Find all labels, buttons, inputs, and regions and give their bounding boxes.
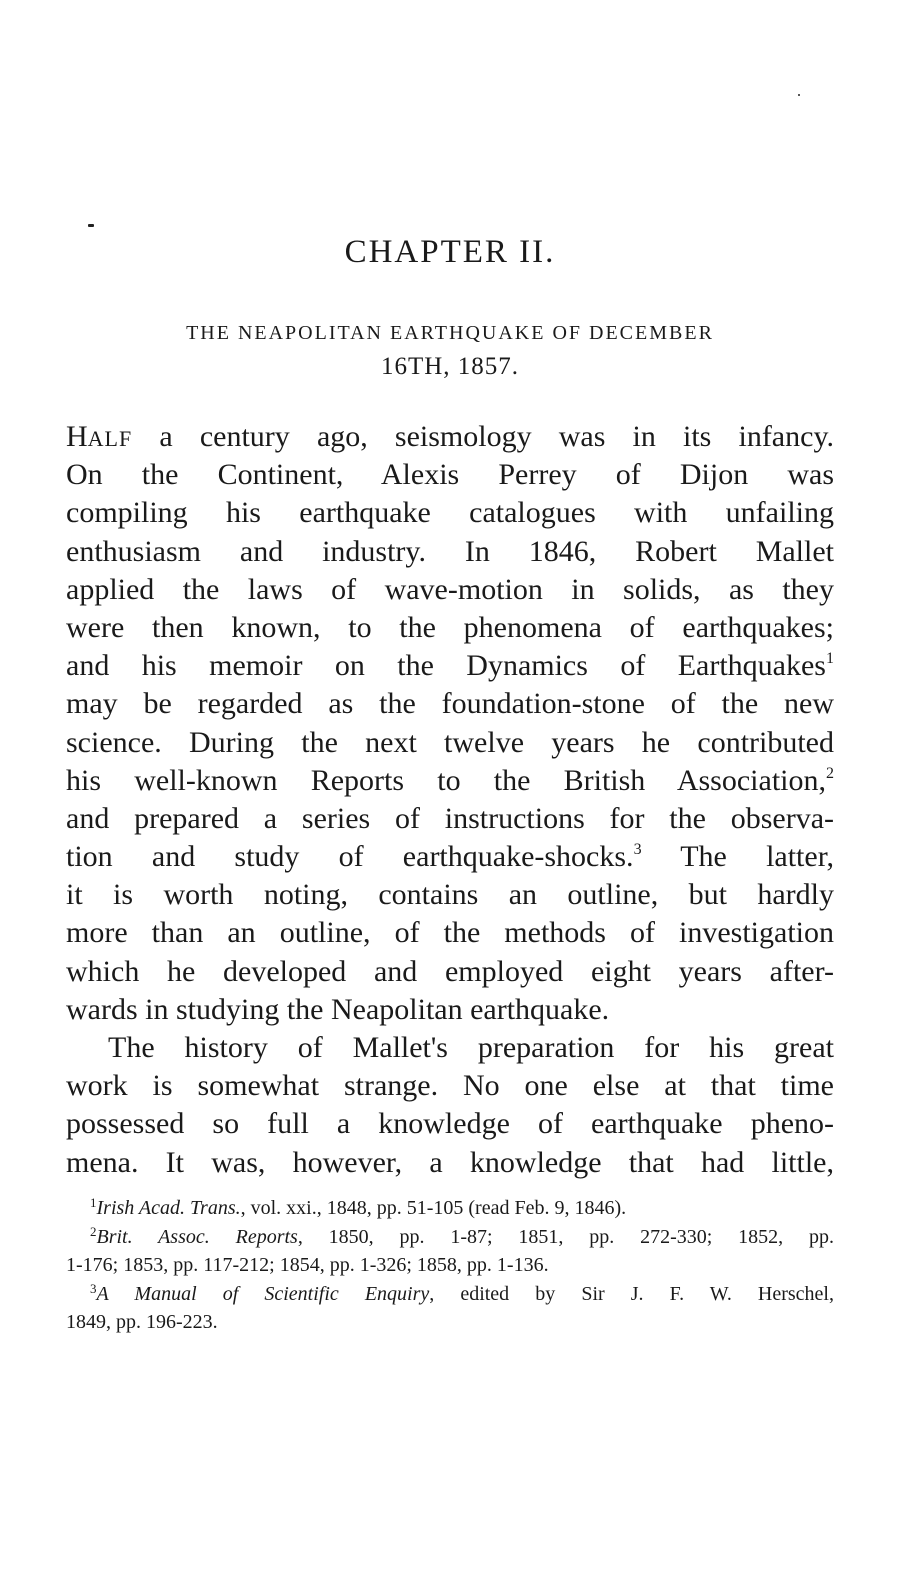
footnote-title: A Manual of Scientific Enquiry xyxy=(96,1282,430,1305)
text-line: enthusiasm and industry. In 1846, Robert Mallet xyxy=(66,534,834,568)
text-line: The history of Mallet's preparation for his great xyxy=(108,1031,834,1064)
text-line: On the Continent, Alexis Perrey of Dijon was xyxy=(66,458,834,492)
footnote-ref[interactable]: 2 xyxy=(826,764,834,782)
text-line: which he developed and employed eight years after- xyxy=(66,954,834,988)
footnote-2: $^2$Brit. Assoc. Reports, 1850, pp. 1-87; 1851, pp. 272-330; 1852, pp. xyxy=(90,1223,834,1248)
footnotes xyxy=(66,1194,834,1337)
text-line: science. During the next twelve years he contributed xyxy=(66,725,834,759)
text-line: and his memoir on the Dynamics of Earthquakes$^1$ xyxy=(66,649,834,683)
body-text xyxy=(66,418,834,1182)
text-line: his well-known Reports to the British Association,$^2$ xyxy=(66,763,834,797)
text-line: compiling his earthquake catalogues with unfailing xyxy=(66,496,834,530)
text-line: possessed so full a knowledge of earthquake pheno- xyxy=(66,1107,834,1141)
footnote-mark: 2 xyxy=(90,1223,97,1239)
text-line: were then known, to the phenomena of earthquakes; xyxy=(66,610,834,644)
text-line: it is worth noting, contains an outline, but hardly xyxy=(66,878,834,912)
text-line: more than an outline, of the methods of investigation xyxy=(66,916,834,950)
text-line: wards in studying the Neapolitan earthquake. xyxy=(66,992,610,1026)
dropcap-rest: ALF xyxy=(87,426,133,451)
footnote-title: Irish Acad. Trans. xyxy=(96,1197,241,1219)
text-line: work is somewhat strange. No one else at that time xyxy=(66,1069,834,1103)
footnote-2-continued: 1-176; 1853, pp. 117-212; 1854, pp. 1-326; 1858, pp. 1-136. xyxy=(66,1254,549,1276)
text-line: mena. It was, however, a knowledge that had little, xyxy=(66,1145,834,1179)
footnote-mark: 3 xyxy=(90,1280,97,1296)
text-line: tion and study of earthquake-shocks.$^3$ The latter, xyxy=(66,840,834,874)
footnote-3-continued: 1849, pp. 196-223. xyxy=(66,1311,218,1333)
chapter-heading: CHAPTER II. xyxy=(344,234,556,270)
footnote-ref[interactable]: 1 xyxy=(826,650,834,668)
footnote-1: $^1$Irish Acad. Trans., vol. xxi., 1848, pp. 51-105 (read Feb. 9, 1846). xyxy=(90,1195,627,1219)
footnote-3: $^3$A Manual of Scientific Enquiry, edited by Sir J. F. W. Herschel, xyxy=(90,1280,834,1305)
text-line: HALF a century ago, seismology was in its infancy. xyxy=(66,420,834,453)
text-line: may be regarded as the foundation-stone of the new xyxy=(66,687,834,721)
print-speck xyxy=(798,94,800,96)
chapter-subtitle xyxy=(60,316,840,384)
dropcap: H xyxy=(66,420,88,453)
text-line: applied the laws of wave-motion in solids, as they xyxy=(66,572,834,606)
print-speck xyxy=(88,224,94,227)
chapter-subtitle-line1: THE NEAPOLITAN EARTHQUAKE OF DECEMBER xyxy=(186,322,714,344)
footnote-mark: 1 xyxy=(90,1195,97,1210)
footnote-title: Brit. Assoc. Reports xyxy=(96,1225,298,1248)
footnote-ref[interactable]: 3 xyxy=(633,841,642,859)
chapter-subtitle-line2: 16TH, 1857. xyxy=(380,353,520,380)
text-line: and prepared a series of instructions for the observa- xyxy=(66,801,834,835)
